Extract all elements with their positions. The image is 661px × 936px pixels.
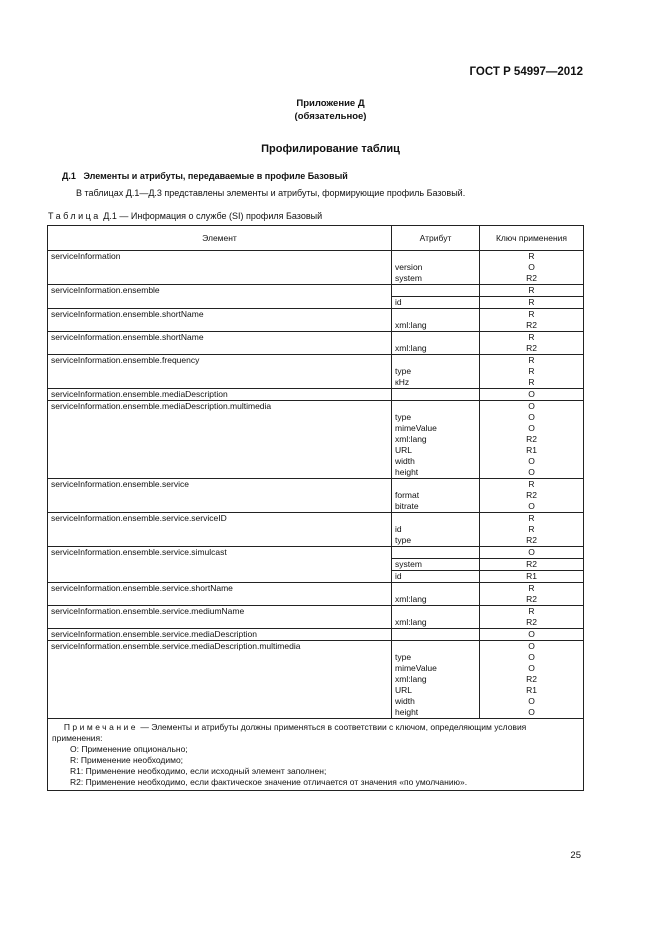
key-line: R1: [526, 445, 537, 455]
table-row: [48, 606, 584, 629]
table-row: [48, 401, 584, 479]
key-cell: [480, 251, 584, 285]
attribute-line: xml:lang: [395, 617, 427, 627]
key-line: R2: [526, 343, 537, 353]
key-line: R: [528, 355, 535, 365]
section-heading: [62, 171, 348, 181]
attribute-line: mimeValue: [395, 423, 437, 433]
table-row: [48, 479, 584, 513]
attribute-line: xml:lang: [395, 320, 427, 330]
attribute-cell: [392, 389, 480, 401]
key-line: R2: [526, 320, 537, 330]
attribute-line: кHz: [395, 377, 410, 387]
attribute-cell: [392, 401, 480, 479]
table-row: [48, 285, 584, 297]
header-key: Ключ применения: [480, 226, 584, 251]
attribute-line: [395, 641, 476, 652]
attribute-line: [395, 389, 476, 400]
table-row: [48, 629, 584, 641]
key-cell: R: [480, 285, 584, 297]
attribute-line: URL: [395, 685, 413, 695]
appendix-title: Приложение Д: [296, 98, 365, 109]
attribute-line: xml:lang: [395, 674, 427, 684]
key-line: O: [528, 412, 535, 422]
attribute-line: xml:lang: [395, 594, 427, 604]
attribute-line: height: [395, 707, 419, 717]
attribute-line: version: [395, 262, 423, 272]
key-line: R: [528, 309, 535, 319]
element-cell: serviceInformation.ensemble.service.mediumName: [48, 606, 392, 629]
note-cell: [48, 719, 584, 791]
key-cell: [480, 606, 584, 629]
attribute-line: mimeValue: [395, 663, 437, 673]
key-line: R: [528, 377, 535, 387]
element-cell: serviceInformation.ensemble.shortName: [48, 309, 392, 332]
attribute-line: width: [395, 696, 415, 706]
attribute-cell: [392, 309, 480, 332]
attribute-line: [395, 309, 476, 320]
attribute-line: [395, 401, 476, 412]
key-line: R: [528, 366, 535, 376]
section-title: Элементы и атрибуты, передаваемые в профиле Базовый: [83, 171, 348, 181]
attribute-line: type: [395, 535, 412, 545]
table-row: [48, 389, 584, 401]
table-caption-word: Таблица: [48, 211, 101, 221]
attribute-line: system: [395, 273, 422, 283]
key-line: O: [528, 456, 535, 466]
attribute-line: type: [395, 652, 412, 662]
attribute-cell: [392, 629, 480, 641]
element-cell: serviceInformation.ensemble.service.simulcast: [48, 547, 392, 583]
note-row: [48, 719, 584, 791]
key-cell: O: [480, 547, 584, 559]
key-line: O: [528, 467, 535, 477]
attribute-cell: [392, 606, 480, 629]
element-cell: serviceInformation.ensemble.service: [48, 479, 392, 513]
header-element: Элемент: [48, 226, 392, 251]
header-attribute: Атрибут: [392, 226, 480, 251]
table-header-row: [48, 226, 584, 251]
attribute-cell: [392, 285, 480, 297]
attribute-line: bitrate: [395, 501, 419, 511]
attribute-cell: [392, 251, 480, 285]
appendix-status: (обязательное): [294, 111, 367, 122]
attribute-line: format: [395, 490, 420, 500]
table-row: [48, 332, 584, 355]
key-cell: [480, 309, 584, 332]
table-caption-text: Д.1 — Информация о службе (SI) профиля Базовый: [100, 211, 323, 221]
element-cell: serviceInformation.ensemble.service.shortName: [48, 583, 392, 606]
appendix-heading: [0, 97, 661, 123]
attribute-line: xml:lang: [395, 343, 427, 353]
attribute-line: [395, 251, 476, 262]
key-line: O: [528, 641, 535, 651]
attribute-cell: system: [392, 559, 480, 571]
key-line: R: [528, 251, 535, 261]
table-row: [48, 309, 584, 332]
key-line: R: [528, 479, 535, 489]
key-cell: R: [480, 297, 584, 309]
note-text: — Элементы и атрибуты должны применяться в соответствии с ключом, определяющим условия применения:: [52, 722, 527, 743]
key-line: R2: [526, 490, 537, 500]
key-cell: [480, 355, 584, 389]
table-row: [48, 583, 584, 606]
key-line: R: [528, 524, 535, 534]
element-cell: serviceInformation.ensemble.mediaDescription.multimedia: [48, 401, 392, 479]
attribute-cell: [392, 583, 480, 606]
note-item: O: Применение опционально;: [70, 744, 188, 754]
attribute-cell: id: [392, 297, 480, 309]
element-cell: serviceInformation.ensemble.service.mediaDescription.multimedia: [48, 641, 392, 719]
element-cell: serviceInformation.ensemble.frequency: [48, 355, 392, 389]
attribute-cell: [392, 641, 480, 719]
key-cell: [480, 389, 584, 401]
key-line: O: [528, 423, 535, 433]
table-row: [48, 251, 584, 285]
element-cell: serviceInformation.ensemble.mediaDescription: [48, 389, 392, 401]
key-line: R2: [526, 273, 537, 283]
note-item: R: Применение необходимо;: [70, 755, 184, 765]
attribute-line: [395, 513, 476, 524]
key-cell: R1: [480, 571, 584, 583]
key-line: R2: [526, 434, 537, 444]
key-line: R: [528, 606, 535, 616]
attribute-line: [395, 332, 476, 343]
attribute-line: [395, 583, 476, 594]
element-cell: serviceInformation: [48, 251, 392, 285]
table-row: [48, 513, 584, 547]
key-cell: [480, 641, 584, 719]
key-line: O: [528, 629, 535, 639]
attribute-line: [395, 479, 476, 490]
note-label: Примечание: [63, 722, 139, 732]
table-body: [48, 251, 584, 791]
key-line: O: [528, 501, 535, 511]
attribute-cell: [392, 332, 480, 355]
document-code: ГОСТ Р 54997—2012: [469, 66, 583, 78]
attribute-line: id: [395, 524, 402, 534]
key-line: O: [528, 707, 535, 717]
key-cell: [480, 479, 584, 513]
attribute-cell: [392, 355, 480, 389]
table-row: [48, 641, 584, 719]
attribute-line: type: [395, 366, 412, 376]
table-caption: [48, 211, 322, 221]
page-title: Профилирование таблиц: [261, 143, 400, 155]
table-row: [48, 355, 584, 389]
key-line: R1: [526, 685, 537, 695]
element-cell: serviceInformation.ensemble.service.mediaDescription: [48, 629, 392, 641]
section-number: Д.1: [62, 171, 76, 181]
attribute-cell: [392, 479, 480, 513]
key-cell: [480, 513, 584, 547]
key-line: O: [528, 401, 535, 411]
note-intro: [52, 722, 579, 744]
attribute-line: URL: [395, 445, 413, 455]
key-line: O: [528, 262, 535, 272]
element-cell: serviceInformation.ensemble.service.serviceID: [48, 513, 392, 547]
page-number: 25: [570, 850, 581, 861]
key-cell: [480, 401, 584, 479]
attribute-line: xml:lang: [395, 434, 427, 444]
attribute-cell: [392, 513, 480, 547]
key-line: R: [528, 513, 535, 523]
key-line: O: [528, 389, 535, 399]
note-item: R1: Применение необходимо, если исходный элемент заполнен;: [70, 766, 327, 776]
key-line: R2: [526, 674, 537, 684]
key-line: R: [528, 583, 535, 593]
element-cell: serviceInformation.ensemble: [48, 285, 392, 309]
element-cell: serviceInformation.ensemble.shortName: [48, 332, 392, 355]
attribute-cell: [392, 547, 480, 559]
key-line: O: [528, 663, 535, 673]
attribute-line: height: [395, 467, 419, 477]
attribute-line: width: [395, 456, 415, 466]
key-line: O: [528, 652, 535, 662]
attribute-line: [395, 606, 476, 617]
key-cell: R2: [480, 559, 584, 571]
table-row: [48, 547, 584, 559]
key-line: R2: [526, 535, 537, 545]
attribute-cell: id: [392, 571, 480, 583]
key-cell: [480, 629, 584, 641]
key-line: O: [528, 696, 535, 706]
key-line: R2: [526, 594, 537, 604]
key-cell: [480, 332, 584, 355]
key-cell: [480, 583, 584, 606]
attribute-line: type: [395, 412, 412, 422]
profile-table: [47, 225, 584, 791]
attribute-line: [395, 355, 476, 366]
note-item: R2: Применение необходимо, если фактическое значение отличается от значения «по умолчанию».: [70, 777, 468, 787]
intro-paragraph: В таблицах Д.1—Д.3 представлены элементы и атрибуты, формирующие профиль Базовый.: [76, 188, 466, 198]
key-line: R2: [526, 617, 537, 627]
key-line: R: [528, 332, 535, 342]
attribute-line: [395, 629, 476, 640]
